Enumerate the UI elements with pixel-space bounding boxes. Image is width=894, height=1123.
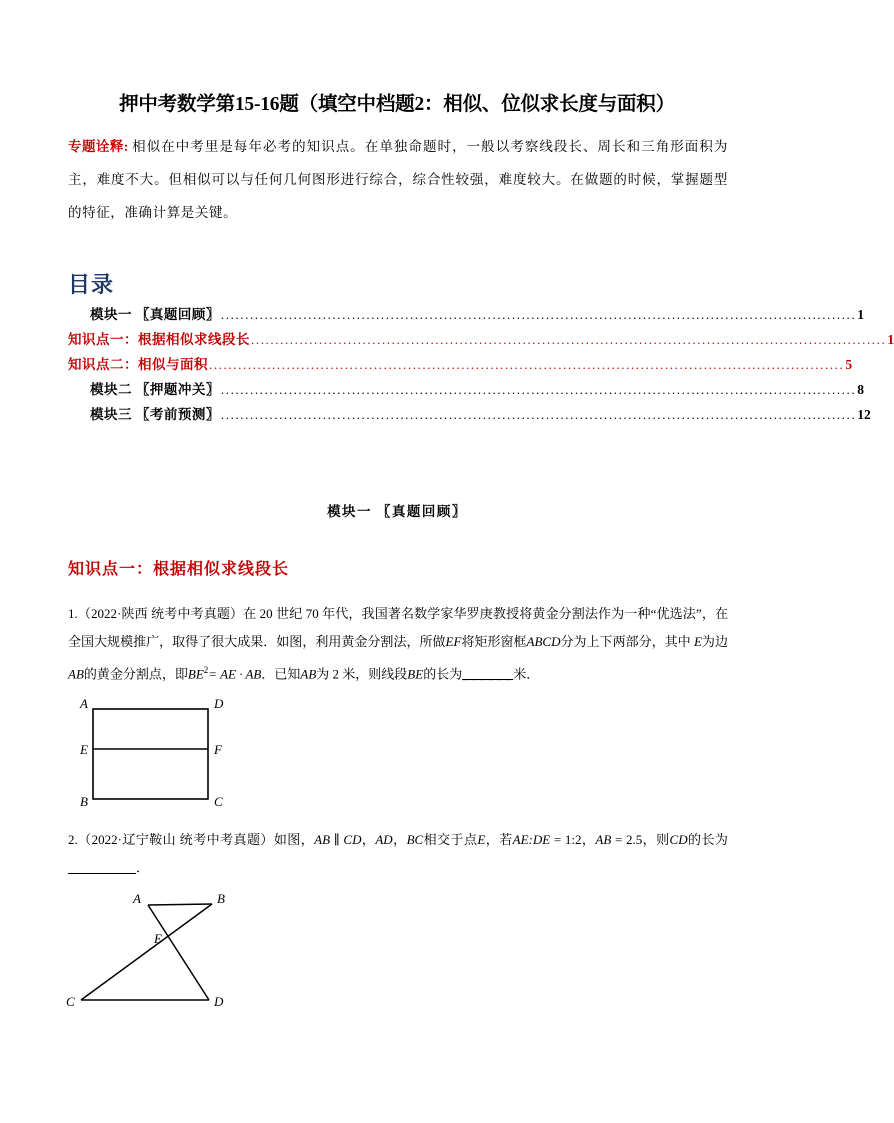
- problem-text: 为 2 米，则线段: [316, 666, 408, 682]
- problem-text: 的长为: [687, 832, 728, 847]
- problem-text: 的长为: [423, 666, 463, 682]
- toc-page-number: 12: [857, 407, 871, 422]
- label-be: BE: [407, 666, 424, 682]
- parallel-symbol: ∥: [330, 832, 344, 847]
- ratio-value: = 1:2: [550, 832, 582, 847]
- problem-number: 1.: [68, 606, 78, 621]
- formula-be: BE: [187, 666, 204, 682]
- ratio-ae-de: AE:DE: [512, 832, 551, 847]
- problem-text: 米．: [513, 666, 540, 682]
- problem-text: 的黄金分割点，即: [83, 666, 188, 682]
- label-ef: EF: [445, 634, 462, 649]
- problem-source: （2022·辽宁鞍山 统考中考真题）: [77, 832, 274, 847]
- toc-entry-module-1[interactable]: [68, 303, 864, 328]
- answer-blank[interactable]: ________: [68, 860, 136, 875]
- toc-page-number: 8: [857, 382, 864, 397]
- intro-paragraph: [68, 130, 728, 229]
- label-bc: BC: [406, 832, 424, 847]
- intro-body-text: 相似在中考里是每年必考的知识点。在单独命题时，一般以考察线段长、周长和三角形面积为主，难度不大。但相似可以与任何几何图形进行综合，综合性较强，难度较大。在做题的时候，掌握题型的特征，准确计算是关键。: [68, 139, 728, 220]
- toc-entry-label: 模块三 〖考前预测〗: [90, 407, 220, 422]
- toc-heading: 目录: [68, 272, 115, 297]
- label-abcd: ABCD: [526, 634, 561, 649]
- vertex-label-e: E: [154, 931, 162, 946]
- knowledge-point-heading: 知识点一：根据相似求线段长: [68, 561, 290, 578]
- formula-exponent: 2: [203, 665, 209, 675]
- problem-text: 为边: [701, 634, 728, 649]
- toc-entry-kp-2[interactable]: [68, 353, 853, 378]
- label-ab: AB: [300, 666, 317, 682]
- toc-entry-label: 知识点一：根据相似求线段长: [68, 332, 250, 347]
- vertex-label-c: C: [214, 794, 223, 809]
- problem-text: 相交于点: [423, 832, 478, 847]
- problem-item-1: [68, 600, 728, 688]
- rect-abcd-outline: [93, 709, 208, 799]
- segment-ad: [148, 905, 209, 1000]
- vertex-label-f: F: [214, 742, 222, 757]
- vertex-label-a: A: [80, 696, 88, 711]
- figure-triangles-abe-dce: [62, 890, 292, 1020]
- answer-blank[interactable]: ______: [462, 666, 514, 682]
- label-ab-length: AB: [595, 832, 612, 847]
- problem-text: 如图，: [273, 832, 315, 847]
- problem-text: 在 20 世纪 70 年代，我国著名数学家华罗庚教授将黄金分割法作为一种“优选法”，在全国大规模推广，取得了很大成果．如图，利用黄金分割法，所做: [68, 606, 728, 649]
- label-ad: AD: [375, 832, 393, 847]
- vertex-label-b: B: [217, 891, 225, 906]
- toc-entry-module-3[interactable]: [68, 403, 871, 428]
- vertex-label-b: B: [80, 794, 88, 809]
- problem-text: 分为上下两部分，其中: [560, 634, 694, 649]
- vertex-label-a: A: [133, 891, 141, 906]
- toc-page-number: 1: [857, 307, 864, 322]
- vertex-label-d: D: [214, 994, 224, 1009]
- table-of-contents: [68, 303, 894, 428]
- problem-text: ，: [392, 832, 407, 847]
- toc-dot-leader: ...................................................................................................................................: [251, 332, 887, 347]
- problem-text: 将矩形窗框: [461, 634, 527, 649]
- vertex-label-e: E: [80, 742, 88, 757]
- segment-ab: [148, 904, 212, 905]
- problem-text: ．: [136, 860, 150, 875]
- toc-entry-label: 模块二 〖押题冲关〗: [90, 382, 220, 397]
- page-title: 押中考数学第15-16题（填空中档题2：相似、位似求长度与面积）: [119, 94, 675, 115]
- problem-item-2: [68, 826, 728, 882]
- problem-number: 2.: [68, 832, 78, 847]
- module-banner-heading: 模块一 〖真题回顾〗: [327, 504, 467, 519]
- toc-dot-leader: ...................................................................................................................................: [209, 357, 845, 372]
- problem-text: ，: [581, 832, 596, 847]
- segment-bc: [81, 904, 212, 1000]
- toc-entry-label: 模块一 〖真题回顾〗: [90, 307, 220, 322]
- toc-entry-label: 知识点二：相似与面积: [68, 357, 208, 372]
- toc-entry-kp-1[interactable]: [68, 328, 894, 353]
- toc-dot-leader: ...................................................................................................................................: [220, 307, 857, 322]
- formula-rest: = AE · AB: [208, 666, 262, 682]
- toc-entry-module-2[interactable]: [68, 378, 864, 403]
- problem-text: ，若: [485, 832, 513, 847]
- label-ab: AB: [314, 832, 331, 847]
- label-e: E: [693, 634, 702, 649]
- ab-value: = 2.5: [611, 832, 643, 847]
- toc-page-number: 5: [845, 357, 853, 372]
- problem-text: ，: [361, 832, 376, 847]
- problem-text: ，则: [642, 832, 670, 847]
- problem-text: ．已知: [261, 666, 301, 682]
- toc-dot-leader: ...................................................................................................................................: [220, 382, 857, 397]
- toc-dot-leader: ...................................................................................................................................: [220, 407, 857, 422]
- vertex-label-d: D: [214, 696, 224, 711]
- label-cd: CD: [343, 832, 362, 847]
- label-cd: CD: [669, 832, 688, 847]
- intro-lead-label: 专题诠释:: [68, 139, 129, 154]
- label-ab: AB: [68, 666, 84, 682]
- toc-page-number: 1: [887, 332, 894, 347]
- vertex-label-c: C: [66, 994, 75, 1009]
- figure-rectangle-abcd-ef: [62, 696, 292, 811]
- label-e: E: [477, 832, 486, 847]
- problem-source: （2022·陕西 统考中考真题）: [77, 606, 244, 621]
